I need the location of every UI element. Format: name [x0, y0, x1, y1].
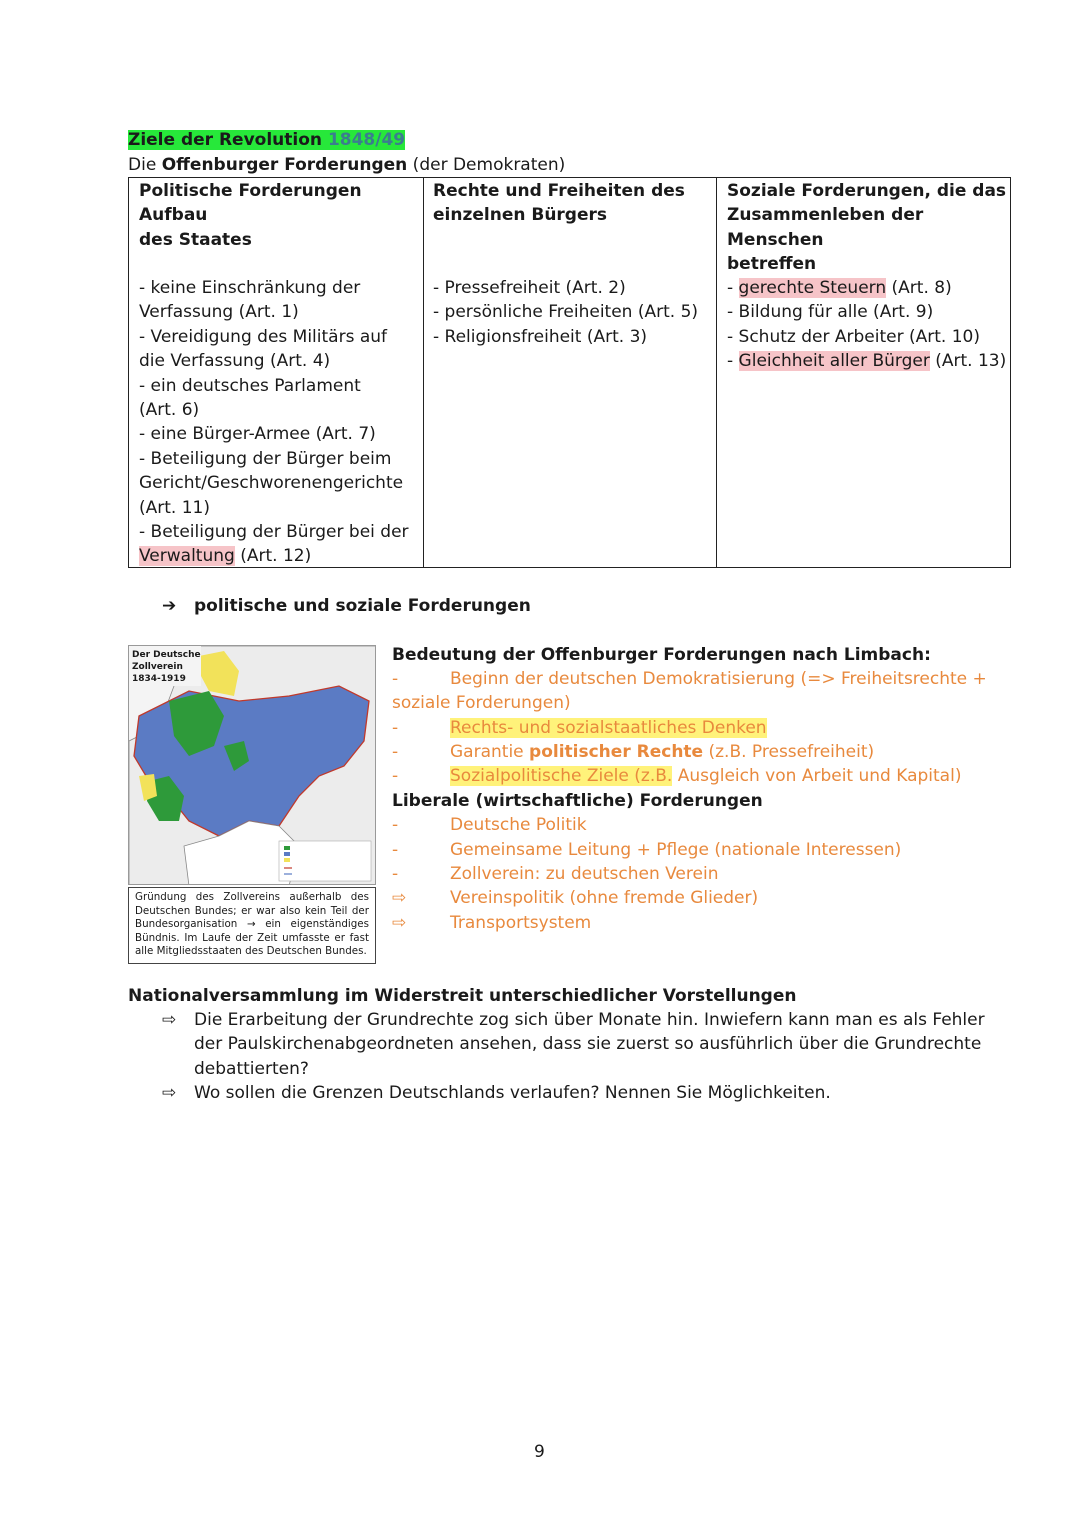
subtitle: Die Offenburger Forderungen (der Demokraten)	[128, 155, 566, 175]
meaning-item: - Garantie politischer Rechte (z.B. Pressefreiheit)	[392, 742, 875, 762]
list-item: - Vereidigung des Militärs auf	[139, 326, 388, 347]
list-item: Verfassung (Art. 1)	[139, 302, 299, 323]
list-item: - gerechte Steuern (Art. 8)	[727, 278, 952, 298]
list-item: - persönliche Freiheiten (Art. 5)	[433, 302, 699, 323]
liberal-item: ⇨ Vereinspolitik (ohne fremde Glieder)	[392, 886, 758, 910]
col-heading: Rechte und Freiheiten des einzelnen Bürgers	[433, 181, 685, 226]
arrow-right-icon: ➔	[162, 596, 177, 616]
list-item: - Schutz der Arbeiter (Art. 10)	[727, 326, 980, 347]
meaning-item-cont: soziale Forderungen)	[392, 693, 571, 713]
list-item: - Bildung für alle (Art. 9)	[727, 302, 934, 323]
list-item: - Gleichheit aller Bürger (Art. 13)	[727, 351, 1007, 372]
list-item: (Art. 6)	[139, 400, 200, 421]
question-arrow-icon: ⇨	[162, 1010, 177, 1030]
table-col-social	[727, 179, 1007, 277]
zollverein-map	[128, 645, 376, 885]
col-social-list	[727, 276, 1009, 374]
list-item: - Religionsfreiheit (Art. 3)	[433, 326, 648, 347]
meaning-item: - Rechts- und sozialstaatliches Denken	[392, 718, 767, 738]
list-item: Verwaltung (Art. 12)	[139, 546, 312, 567]
meaning-heading: Bedeutung der Offenburger Forderungen nach Limbach:	[392, 645, 931, 665]
col-heading: Politische Forderungen Aufbau des Staates	[139, 181, 362, 250]
col-heading: Soziale Forderungen, die das Zusammenleben der Menschen betreffen	[727, 181, 1007, 275]
list-item: die Verfassung (Art. 4)	[139, 351, 331, 372]
list-item: Gericht/Geschworenengerichte	[139, 473, 404, 494]
list-item: (Art. 11)	[139, 497, 210, 518]
conclusion-line: ➔ politische und soziale Forderungen	[162, 594, 531, 618]
liberal-item: - Gemeinsame Leitung + Pflege (nationale Interessen)	[392, 840, 902, 860]
question: Die Erarbeitung der Grundrechte zog sich über Monate hin. Inwiefern kann man es als Fehler der Paulskirchenabgeordneten ansehen, dass sie zuerst so ausführlich über die Grundrechte debattierten?	[194, 1010, 985, 1079]
table-divider	[423, 177, 424, 568]
list-item: - Beteiligung der Bürger beim	[139, 448, 392, 469]
liberal-item: - Zollverein: zu deutschen Verein	[392, 864, 719, 884]
table-col-rights	[433, 179, 705, 228]
meaning-item: - Sozialpolitische Ziele (z.B. Ausgleich von Arbeit und Kapital)	[392, 766, 962, 786]
title-highlight: Ziele der Revolution 1848/49	[128, 130, 406, 150]
arrow-right-icon: ⇨	[392, 913, 407, 933]
table-divider	[716, 177, 717, 568]
list-item: - ein deutsches Parlament	[139, 375, 361, 396]
question-arrow-icon: ⇨	[162, 1083, 177, 1103]
col-rights-list	[433, 276, 713, 349]
list-item: - Pressefreiheit (Art. 2)	[433, 278, 626, 298]
col-political-list	[139, 276, 411, 569]
liberal-item: - Deutsche Politik	[392, 815, 587, 835]
list-item: - Beteiligung der Bürger bei der	[139, 522, 409, 543]
meaning-item: - Beginn der deutschen Demokratisierung (=> Freiheitsrechte +	[392, 669, 987, 689]
question: Wo sollen die Grenzen Deutschlands verlaufen? Nennen Sie Möglichkeiten.	[194, 1083, 831, 1103]
list-item: - keine Einschränkung der	[139, 278, 361, 298]
list-item: - eine Bürger-Armee (Art. 7)	[139, 424, 376, 445]
liberal-item: ⇨ Transportsystem	[392, 911, 591, 935]
liberal-heading: Liberale (wirtschaftliche) Forderungen	[392, 791, 763, 811]
map-title: Der Deutsche Zollverein 1834-1919	[132, 650, 201, 684]
map-caption: Gründung des Zollvereins außerhalb des Deutschen Bundes; er war also kein Teil der Bundesorganisation → ein eigenständiges Bündnis. Im Laufe der Zeit umfasste er fast alle Mitgliedsstaaten des Deutschen Bundes.	[128, 887, 376, 964]
arrow-right-icon: ⇨	[392, 888, 407, 908]
table-col-political	[139, 179, 411, 252]
page-number: 9	[534, 1442, 545, 1462]
assembly-heading: Nationalversammlung im Widerstreit unterschiedlicher Vorstellungen	[128, 986, 797, 1006]
page-title	[128, 128, 405, 152]
